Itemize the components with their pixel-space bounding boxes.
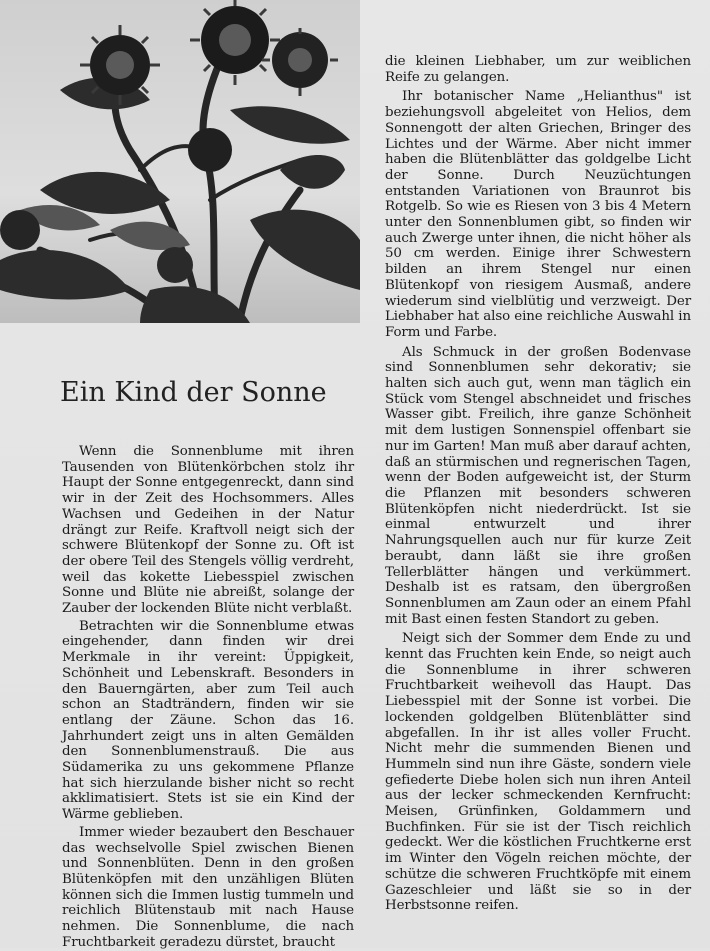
article-title: Ein Kind der Sonne [60, 377, 327, 408]
paragraph: die kleinen Liebhaber, um zur weiblichen Reife zu gelangen. [385, 54, 691, 85]
paragraph: Immer wieder bezaubert den Beschauer das wechselvolle Spiel zwischen Bienen und Sonnenblüten. Denn in den großen Blütenköpfen mit den unzähligen Blüten können sich die Immen lustig tummeln und reichlich Blütenstaub mit nach Hause nehmen. Die Sonnenblume, die nach Fruchtbarkeit geradezu dürstet, braucht [62, 824, 354, 950]
paragraph: Wenn die Sonnenblume mit ihren Tausenden von Blütenkörbchen stolz ihr Haupt der Sonne entgegenreckt, dann sind wir in der Zeit des Hochsommers. Alles Wachsen und Gedeihen in der Natur drängt zur Reife. Kraftvoll neigt sich der schwere Blütenkopf der Sonne zu. Oft ist der obere Teil des Stengels völlig verdreht, weil das kokette Liebesspiel zwischen Sonne und Blüte nie abreißt, solange der Zauber der lockenden Blüte nicht verblaßt. [62, 444, 354, 617]
paragraph: Betrachten wir die Sonnenblume etwas eingehender, dann finden wir drei Merkmale in ihr vereint: Üppigkeit, Schönheit und Lebenskraft. Besonders in den Bauerngärten, aber zum Teil auch schon an Stadträndern, finden wir sie entlang der Zäune. Schon das 16. Jahrhundert zeigt uns in alten Gemälden den Sonnenblumenstrauß. Die aus Südamerika zu uns gekommene Pflanze hat sich hierzulande bisher nicht so recht akklimatisiert. Stets ist sie ein Kind der Wärme geblieben. [62, 618, 354, 823]
left-column [62, 444, 354, 951]
right-column [385, 54, 691, 914]
paragraph: Als Schmuck in der großen Bodenvase sind Sonnenblumen sehr dekorativ; sie halten sich auch gut, wenn man täglich ein Stück vom Stengel abschneidet und frisches Wasser gibt. Freilich, ihre ganze Schönheit mit dem lustigen Sonnenspiel offenbart sie nur im Garten! Man muß aber darauf achten, daß an stürmischen und regnerischen Tagen, wenn der Boden aufgeweicht ist, der Sturm die Pflanzen mit besonders schweren Blütenköpfen nicht niederdrückt. Ist sie einmal entwurzelt und ihrer Nahrungsquellen auch nur für kurze Zeit beraubt, dann läßt sie ihre großen Tellerblätter hängen und verkümmert. Deshalb ist es ratsam, den übergroßen Sonnenblumen am Zaun oder an einem Pfahl mit Bast einen festen Standort zu geben. [385, 344, 691, 627]
paragraph: Ihr botanischer Name „Helianthus" ist beziehungsvoll abgeleitet von Helios, dem Sonnengott der alten Griechen, Bringer des Lichtes und der Wärme. Aber nicht immer haben die Blütenblätter das goldgelbe Licht der Sonne. Durch Neuzüchtungen entstanden Variationen von Braunrot bis Rotgelb. So wie es Riesen von 3 bis 4 Metern unter den Sonnenblumen gibt, so finden wir auch Zwerge unter ihnen, die nicht höher als 50 cm werden. Einige ihrer Schwestern bilden an ihrem Stengel nur einen Blütenkopf von riesigem Ausmaß, andere wiederum sind vielblütig und verzweigt. Der Liebhaber hat also eine reichliche Auswahl in Form und Farbe. [385, 89, 691, 340]
paragraph: Neigt sich der Sommer dem Ende zu und kennt das Fruchten kein Ende, so neigt auch die Sonnenblume in ihrer schweren Fruchtbarkeit weihevoll das Haupt. Das Liebesspiel mit der Sonne ist vorbei. Die lockenden goldgelben Blütenblätter sind abgefallen. In ihr ist alles voller Frucht. Nicht mehr die summenden Bienen und Hummeln sind nun ihre Gäste, sondern viele gefiederte Diebe holen sich nun ihren Anteil aus der lecker schmeckenden Kernfrucht: Meisen, Grünfinken, Goldammern und Buchfinken. Für sie ist der Tisch reichlich gedeckt. Wer die köstlichen Fruchtkerne erst im Winter den Vögeln reichen möchte, der schütze die schweren Fruchtköpfe mit einem Gazeschleier und läßt sie so in der Herbstsonne reifen. [385, 631, 691, 914]
sunflower-photo [0, 0, 360, 323]
sunflower-photo-icon [0, 0, 360, 323]
